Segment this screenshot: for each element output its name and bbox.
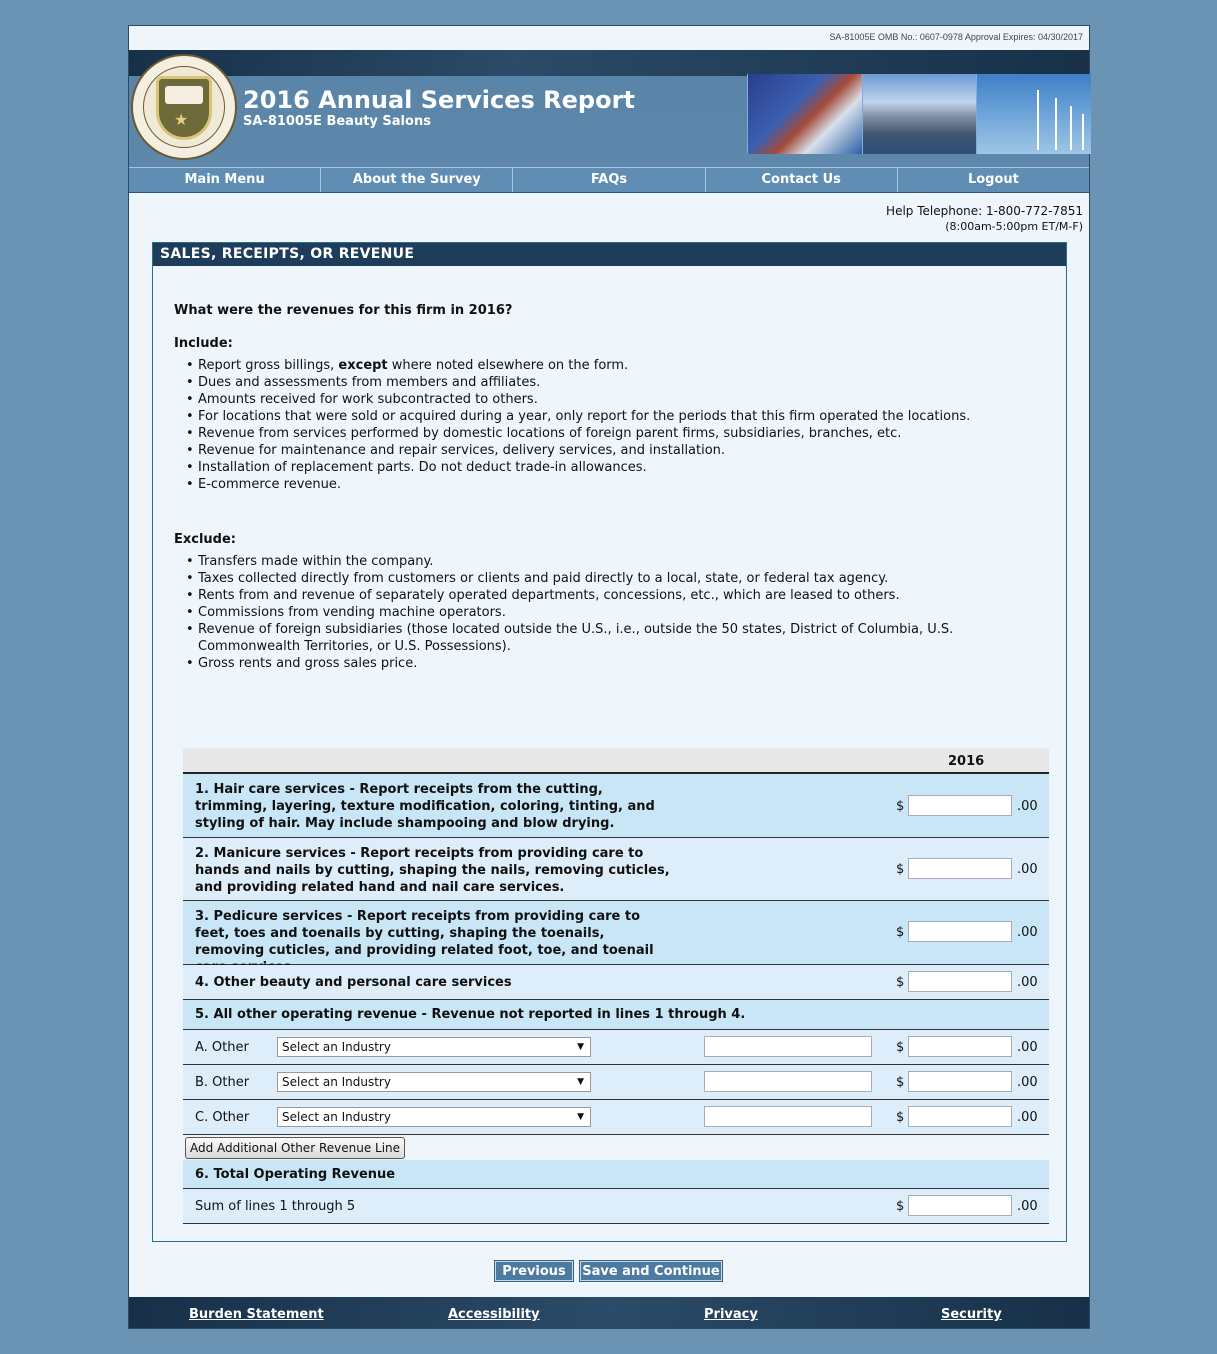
book-icon <box>165 86 203 104</box>
add-line-row <box>183 1135 1049 1160</box>
industry-select-a[interactable]: Select an Industry ▼ <box>277 1037 591 1057</box>
list-item: • Amounts received for work subcontracted to others. <box>174 391 1054 408</box>
dropdown-arrow-icon: ▼ <box>577 1042 584 1052</box>
include-list <box>174 357 1054 493</box>
line-5-row <box>183 1000 1049 1030</box>
line-4-amount-input[interactable] <box>908 971 1012 992</box>
line-5c-description-input[interactable] <box>704 1106 872 1127</box>
dollar-sign: $ <box>896 1075 905 1090</box>
dollar-sign: $ <box>896 1110 905 1125</box>
line-6-label: 6. Total Operating Revenue <box>195 1167 396 1182</box>
list-item: • For locations that were sold or acquired during a year, only report for the periods that this firm operated the locations. <box>174 408 1054 425</box>
dollar-sign: $ <box>896 799 905 814</box>
line-5a-amount-input[interactable] <box>908 1036 1012 1057</box>
page-subtitle: SA-81005E Beauty Salons <box>243 114 431 129</box>
list-item: • Transfers made within the company. <box>174 553 1054 570</box>
security-link[interactable]: Security <box>941 1307 1002 1322</box>
list-item: • Revenue of foreign subsidiaries (those located outside the U.S., i.e., outside the 50 states, District of Columbia, U.S. Commonwealth Territories, or U.S. Possessions). <box>174 621 1054 655</box>
line-5a-description-input[interactable] <box>704 1036 872 1057</box>
cents-label: .00 <box>1017 862 1038 877</box>
list-item: • Gross rents and gross sales price. <box>174 655 1054 672</box>
wind-turbines-photo <box>976 74 1091 154</box>
burden-statement-link[interactable]: Burden Statement <box>189 1307 324 1322</box>
list-item: • Rents from and revenue of separately operated departments, concessions, etc., which are leased to others. <box>174 587 1054 604</box>
help-hours: (8:00am-5:00pm ET/M-F) <box>945 220 1083 233</box>
star-icon: ★ <box>174 110 189 129</box>
include-label: Include: <box>174 336 233 351</box>
help-phone: Help Telephone: 1-800-772-7851 <box>886 204 1083 218</box>
line-1-label: 1. Hair care services - Report receipts from the cutting, trimming, layering, texture modification, coloring, tinting, and styling of hair. May include shampooing and blow drying. <box>195 782 655 831</box>
list-item: • Dues and assessments from members and affiliates. <box>174 374 1054 391</box>
exclude-list <box>174 553 1054 672</box>
omb-notice: SA-81005E OMB No.: 0607-0978 Approval Expires: 04/30/2017 <box>829 32 1083 42</box>
line-1-row <box>183 774 1049 838</box>
total-amount-input[interactable] <box>908 1195 1012 1216</box>
page-container <box>128 25 1090 1329</box>
dollar-sign: $ <box>896 925 905 940</box>
line-5c-amount-input[interactable] <box>908 1106 1012 1127</box>
add-revenue-line-button[interactable]: Add Additional Other Revenue Line <box>185 1137 405 1159</box>
grid-header <box>183 748 1049 774</box>
nav-about-survey[interactable]: About the Survey <box>321 168 513 192</box>
cents-label: .00 <box>1017 1199 1038 1214</box>
cents-label: .00 <box>1017 925 1038 940</box>
accessibility-link[interactable]: Accessibility <box>448 1307 540 1322</box>
list-item: • Commissions from vending machine operators. <box>174 604 1054 621</box>
dollar-sign: $ <box>896 1040 905 1055</box>
main-nav <box>129 167 1089 193</box>
previous-button[interactable]: Previous <box>495 1261 573 1281</box>
nav-contact-us[interactable]: Contact Us <box>706 168 898 192</box>
line-3-amount-input[interactable] <box>908 921 1012 942</box>
line-2-label: 2. Manicure services - Report receipts from providing care to hands and nails by cutting, shaping the nails, removing cuticles, and providing related hand and nail care services. <box>195 846 670 895</box>
line-2-row <box>183 838 1049 901</box>
cents-label: .00 <box>1017 1075 1038 1090</box>
list-item: • E-commerce revenue. <box>174 476 1054 493</box>
line-6-row <box>183 1160 1049 1189</box>
line-5a-row <box>183 1030 1049 1065</box>
dollar-sign: $ <box>896 975 905 990</box>
panel-title: SALES, RECEIPTS, OR REVENUE <box>153 243 1066 266</box>
city-skyline-photo <box>862 74 976 154</box>
list-item: • Taxes collected directly from customers or clients and paid directly to a local, state, or federal tax agency. <box>174 570 1054 587</box>
workers-photo <box>747 74 862 154</box>
line-4-row <box>183 965 1049 1000</box>
revenue-panel <box>152 242 1067 1242</box>
total-row <box>183 1189 1049 1224</box>
list-item: • Revenue for maintenance and repair services, delivery services, and installation. <box>174 442 1054 459</box>
line-3-row <box>183 901 1049 965</box>
line-5a-label: A. Other <box>195 1040 249 1055</box>
total-label: Sum of lines 1 through 5 <box>195 1199 356 1214</box>
line-5b-label: B. Other <box>195 1075 250 1090</box>
line-5b-row <box>183 1065 1049 1100</box>
nav-faqs[interactable]: FAQs <box>513 168 705 192</box>
line-1-amount-input[interactable] <box>908 795 1012 816</box>
dropdown-arrow-icon: ▼ <box>577 1112 584 1122</box>
industry-select-b[interactable]: Select an Industry ▼ <box>277 1072 591 1092</box>
list-item: • Report gross billings, except where noted elsewhere on the form. <box>174 357 1054 374</box>
cents-label: .00 <box>1017 1040 1038 1055</box>
list-item: • Installation of replacement parts. Do not deduct trade-in allowances. <box>174 459 1054 476</box>
line-5b-amount-input[interactable] <box>908 1071 1012 1092</box>
save-continue-button[interactable]: Save and Continue <box>580 1261 722 1281</box>
list-item: • Revenue from services performed by domestic locations of foreign parent firms, subsidiaries, branches, etc. <box>174 425 1054 442</box>
line-4-label: 4. Other beauty and personal care services <box>195 975 512 990</box>
revenue-grid <box>183 748 1049 1224</box>
exclude-label: Exclude: <box>174 532 237 547</box>
cents-label: .00 <box>1017 975 1038 990</box>
nav-main-menu[interactable]: Main Menu <box>129 168 321 192</box>
question-text: What were the revenues for this firm in 2016? <box>174 303 513 318</box>
line-5c-label: C. Other <box>195 1110 250 1125</box>
cents-label: .00 <box>1017 799 1038 814</box>
header-swoosh <box>129 50 1089 76</box>
dropdown-arrow-icon: ▼ <box>577 1077 584 1087</box>
help-info <box>886 204 1083 234</box>
line-3-label: 3. Pedicure services - Report receipts from providing care to feet, toes and toenails by cutting, shaping the toenails, removing cuticles, and providing related foot, toe, and toenail <box>195 909 654 958</box>
line-2-amount-input[interactable] <box>908 858 1012 879</box>
privacy-link[interactable]: Privacy <box>704 1307 758 1322</box>
header-photos <box>747 74 1091 154</box>
cents-label: .00 <box>1017 1110 1038 1125</box>
census-seal-logo <box>131 54 237 160</box>
instructions <box>174 303 1054 672</box>
line-5-label: 5. All other operating revenue - Revenue not reported in lines 1 through 4. <box>195 1007 746 1022</box>
year-column-header: 2016 <box>948 754 985 769</box>
line-5b-description-input[interactable] <box>704 1071 872 1092</box>
line-5c-row <box>183 1100 1049 1135</box>
dollar-sign: $ <box>896 862 905 877</box>
header-banner <box>129 50 1089 167</box>
nav-logout[interactable]: Logout <box>967 172 1019 187</box>
footer <box>129 1297 1089 1328</box>
page-title: 2016 Annual Services Report <box>243 86 635 114</box>
dollar-sign: $ <box>896 1199 905 1214</box>
industry-select-c[interactable]: Select an Industry ▼ <box>277 1107 591 1127</box>
